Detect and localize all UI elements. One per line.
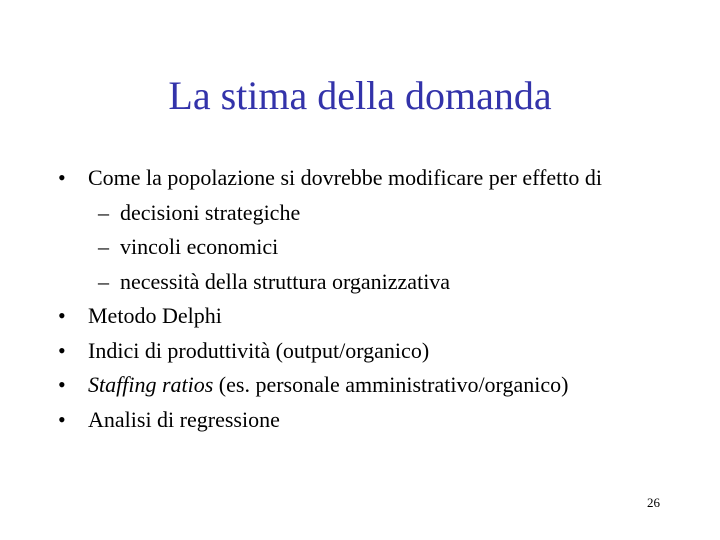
bullet-text-mixed xyxy=(88,368,568,403)
bullet-text: Metodo Delphi xyxy=(88,303,222,328)
bullet-item xyxy=(58,368,698,403)
bullet-item xyxy=(58,403,698,438)
bullet-text: (es. personale amministrativo/organico) xyxy=(213,372,569,397)
bullet-item xyxy=(58,161,698,196)
sub-bullet-item xyxy=(58,230,698,265)
bullet-list xyxy=(58,161,698,437)
bullet-marker: • xyxy=(58,372,66,397)
bullet-text: Come la popolazione si dovrebbe modificare per effetto di xyxy=(88,165,602,190)
sub-bullet-item xyxy=(58,265,698,300)
sub-bullet-marker: – xyxy=(98,234,109,259)
slide-title: La stima della domanda xyxy=(168,73,552,118)
bullet-text-italic: Staffing ratios xyxy=(88,372,214,397)
bullet-text: Analisi di regressione xyxy=(88,406,280,432)
bullet-marker: • xyxy=(58,406,66,432)
bullet-item xyxy=(58,334,698,369)
bullet-marker: • xyxy=(58,303,66,328)
page-number: 26 xyxy=(647,495,660,510)
sub-bullet-item xyxy=(58,196,698,231)
sub-bullet-text: necessità della struttura organizzativa xyxy=(120,268,451,294)
sub-bullet-marker: – xyxy=(98,199,109,225)
sub-bullet-text: decisioni strategiche xyxy=(120,199,301,225)
bullet-marker: • xyxy=(58,165,66,190)
bullet-marker: • xyxy=(58,337,66,363)
sub-bullet-marker: – xyxy=(98,268,109,294)
bullet-item xyxy=(58,299,698,334)
bullet-text: Indici di produttività (output/organico) xyxy=(88,337,430,363)
sub-bullet-text: vincoli economici xyxy=(120,234,279,259)
